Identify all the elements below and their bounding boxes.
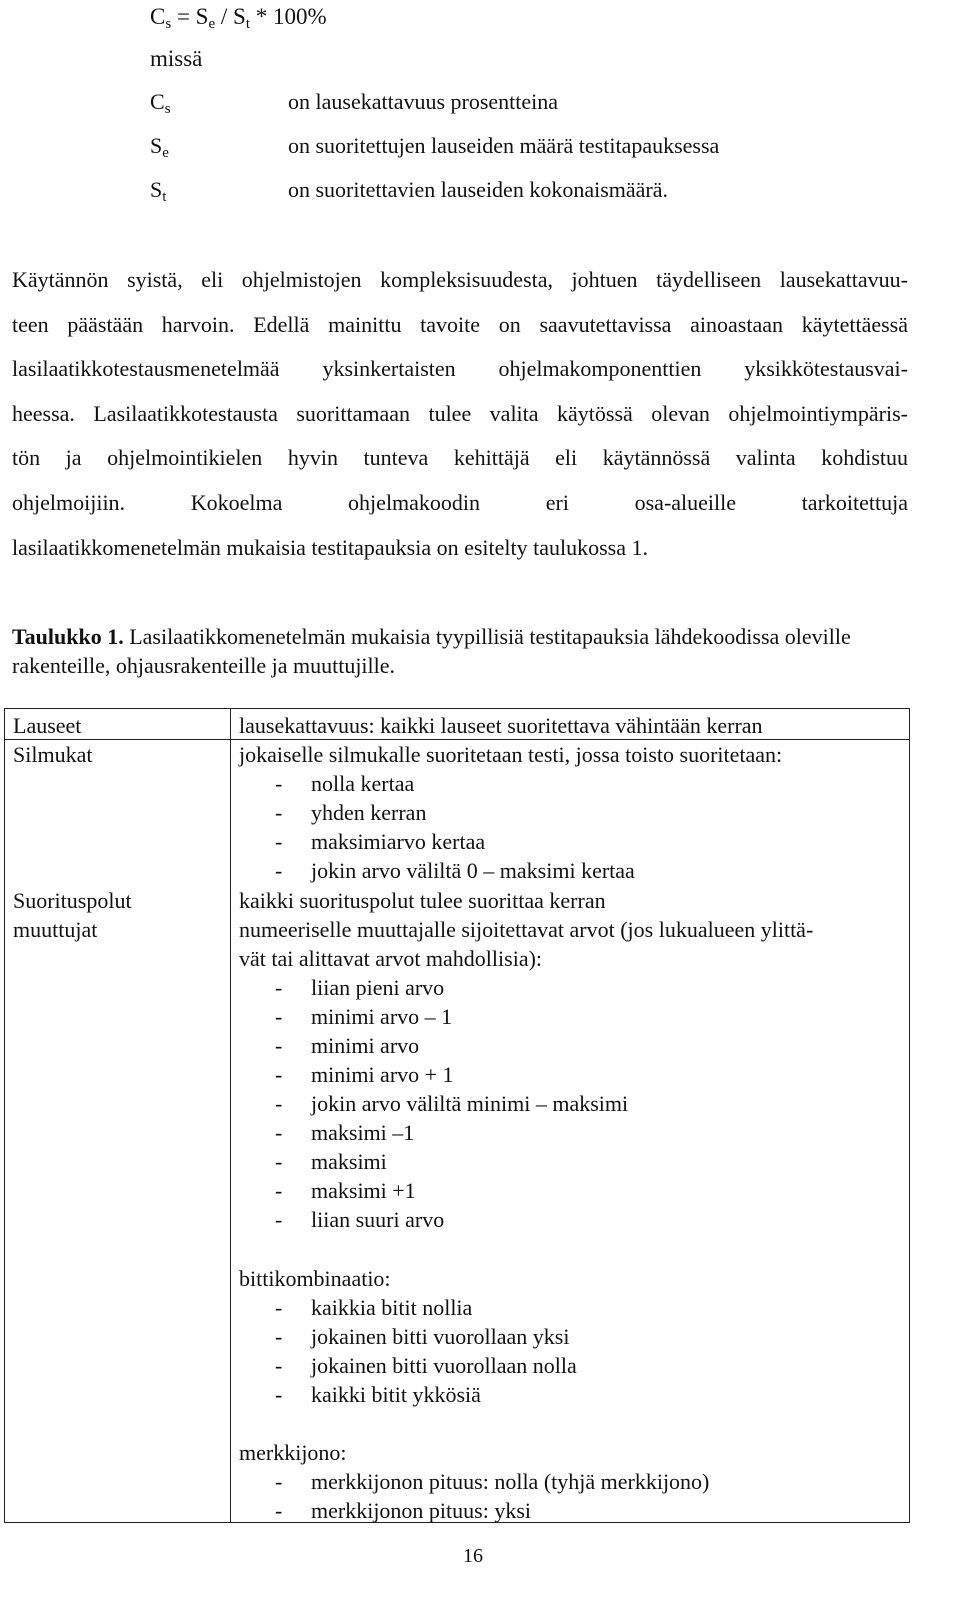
dash-bullet: -	[275, 858, 283, 883]
page-number: 16	[463, 1545, 483, 1567]
list-item-text: yhden kerran	[311, 800, 427, 825]
definition-symbol-sub: s	[164, 101, 171, 117]
dash-bullet: -	[275, 1004, 283, 1029]
formula-se-sub: e	[208, 16, 216, 32]
dash-bullet: -	[275, 1062, 283, 1087]
list-item	[275, 827, 485, 856]
formula-tail: * 100%	[250, 4, 327, 29]
body-paragraph	[12, 258, 908, 570]
definition-row	[150, 88, 910, 132]
list-item	[275, 1176, 416, 1205]
list-item-text: liian pieni arvo	[311, 975, 445, 1000]
list-item	[275, 1147, 387, 1176]
test-cases-table	[4, 708, 910, 1523]
list-item-text: kaikki bitit ykkösiä	[311, 1382, 481, 1407]
list-item	[275, 1205, 444, 1234]
list-item	[275, 1031, 419, 1060]
coverage-formula	[150, 2, 327, 39]
dash-bullet: -	[275, 1353, 283, 1378]
formula-divide: /	[215, 4, 234, 29]
list-item	[275, 1322, 569, 1351]
dash-bullet: -	[275, 1091, 283, 1116]
table-caption-label: Taulukko 1.	[12, 624, 124, 649]
formula-st: S	[233, 4, 246, 29]
list-item-text: liian suuri arvo	[311, 1207, 445, 1232]
list-item-text: maksimi +1	[311, 1178, 416, 1203]
list-item-text: nolla kertaa	[311, 771, 415, 796]
definition-symbol-base: S	[150, 133, 163, 158]
formula-equals: =	[171, 4, 196, 29]
list-item	[275, 1002, 452, 1031]
definition-symbol-base: S	[150, 177, 163, 202]
definition-symbol	[150, 176, 288, 220]
definition-symbol	[150, 88, 288, 132]
definition-text: on suoritettavien lauseiden kokonaismäärä.	[288, 177, 668, 202]
row-label-muuttujat: muuttujat	[13, 917, 98, 942]
dash-bullet: -	[275, 1498, 283, 1523]
list-item-text: minimi arvo	[311, 1033, 420, 1058]
dash-bullet: -	[275, 1324, 283, 1349]
list-item	[275, 1380, 481, 1409]
list-item-text: kaikkia bitit nollia	[311, 1295, 473, 1320]
definition-text: on lausekattavuus prosentteina	[288, 89, 559, 114]
definition-symbol-sub: e	[162, 145, 169, 161]
dash-bullet: -	[275, 1149, 283, 1174]
definition-symbol-base: C	[150, 89, 165, 114]
definitions-list	[150, 88, 910, 220]
dash-bullet: -	[275, 1295, 283, 1320]
dash-bullet: -	[275, 1382, 283, 1407]
list-item-text: minimi arvo + 1	[311, 1062, 454, 1087]
list-item	[275, 973, 444, 1002]
list-item	[275, 769, 414, 798]
table-left-column	[5, 709, 231, 1522]
list-item	[275, 1118, 414, 1147]
muuttujat-intro-line-1: numeeriselle muuttajalle sijoitettavat arvot (jos lukualueen ylittä-	[239, 917, 814, 942]
list-item	[275, 1467, 709, 1496]
list-item-text: jokainen bitti vuorollaan yksi	[311, 1324, 570, 1349]
dash-bullet: -	[275, 975, 283, 1000]
formula-cs-sub: s	[165, 16, 172, 32]
paragraph-line: ohjelmoijiin. Kokoelma ohjelmakoodin eri osa-alueille tarkoitettuja	[12, 489, 908, 515]
dash-bullet: -	[275, 1469, 283, 1494]
paragraph-line: Käytännön syistä, eli ohjelmistojen kompleksisuudesta, johtuen täydelliseen lausekattavuu-	[12, 267, 908, 292]
list-item	[275, 1060, 454, 1089]
dash-bullet: -	[275, 800, 283, 825]
list-item-text: maksimiarvo kertaa	[311, 829, 486, 854]
dash-bullet: -	[275, 1033, 283, 1058]
list-item-text: jokin arvo väliltä 0 – maksimi kertaa	[311, 858, 635, 883]
definition-symbol-sub: t	[162, 189, 167, 205]
formula-cs: C	[150, 4, 166, 29]
definition-text: on suoritettujen lauseiden määrä testitapauksessa	[288, 133, 720, 158]
list-item-text: merkkijonon pituus: nolla (tyhjä merkkijono)	[311, 1469, 710, 1494]
list-item	[275, 1089, 628, 1118]
paragraph-line: heessa. Lasilaatikkotestausta suorittamaan tulee valita käytössä olevan ohjelmointiympäris-	[12, 400, 908, 426]
definition-symbol	[150, 132, 288, 176]
formula-se: S	[195, 4, 209, 29]
list-item-text: jokin arvo väliltä minimi – maksimi	[311, 1091, 629, 1116]
list-item-text: maksimi	[311, 1149, 387, 1174]
formula-st-sub: t	[245, 16, 250, 32]
table-caption	[12, 622, 908, 680]
lauseet-description: lausekattavuus: kaikki lauseet suoritettava vähintään kerran	[239, 713, 763, 738]
paragraph-line: teen päästään harvoin. Edellä mainittu tavoite on saavutettavissa ainoastaan käytettäessä	[12, 311, 908, 337]
list-item	[275, 1293, 472, 1322]
list-item	[275, 856, 635, 885]
dash-bullet: -	[275, 1120, 283, 1145]
definition-row	[150, 176, 910, 220]
row-label-silmukat: Silmukat	[13, 742, 93, 767]
paragraph-line: lasilaatikkomenetelmän mukaisia testitapauksia on esitelty taulukossa 1.	[12, 534, 649, 560]
table-right-column	[231, 709, 909, 1522]
list-item	[275, 1496, 531, 1525]
list-item-text: maksimi –1	[311, 1120, 415, 1145]
table-caption-text: Lasilaatikkomenetelmän mukaisia tyypillisiä testitapauksia lähdekoodissa oleville rakenteille, ohjausrakenteille ja muuttujille.	[12, 624, 851, 678]
merkkijono-title: merkkijono:	[239, 1440, 347, 1465]
dash-bullet: -	[275, 829, 283, 854]
list-item-text: jokainen bitti vuorollaan nolla	[311, 1353, 577, 1378]
dash-bullet: -	[275, 1207, 283, 1232]
list-item	[275, 798, 426, 827]
dash-bullet: -	[275, 1178, 283, 1203]
paragraph-line: tön ja ohjelmointikielen hyvin tunteva kehittäjä eli käytännössä valinta kohdistuu	[12, 445, 908, 471]
missa-label: missä	[150, 46, 203, 71]
muuttujat-intro-line-2: vät tai alittavat arvot mahdollisia):	[239, 946, 543, 971]
suorituspolut-description: kaikki suorituspolut tulee suorittaa kerran	[239, 888, 606, 913]
row-label-lauseet: Lauseet	[13, 713, 82, 738]
silmukat-intro: jokaiselle silmukalle suoritetaan testi, jossa toisto suoritetaan:	[239, 742, 783, 767]
row-label-suorituspolut: Suorituspolut	[13, 888, 132, 913]
dash-bullet: -	[275, 771, 283, 796]
definition-row	[150, 132, 910, 176]
list-item-text: minimi arvo – 1	[311, 1004, 453, 1029]
list-item-text: merkkijonon pituus: yksi	[311, 1498, 531, 1523]
paragraph-line: lasilaatikkotestausmenetelmää yksinkertaisten ohjelmakomponenttien yksikkötestausvai-	[12, 356, 908, 382]
bittikombinaatio-title: bittikombinaatio:	[239, 1266, 391, 1291]
list-item	[275, 1351, 577, 1380]
